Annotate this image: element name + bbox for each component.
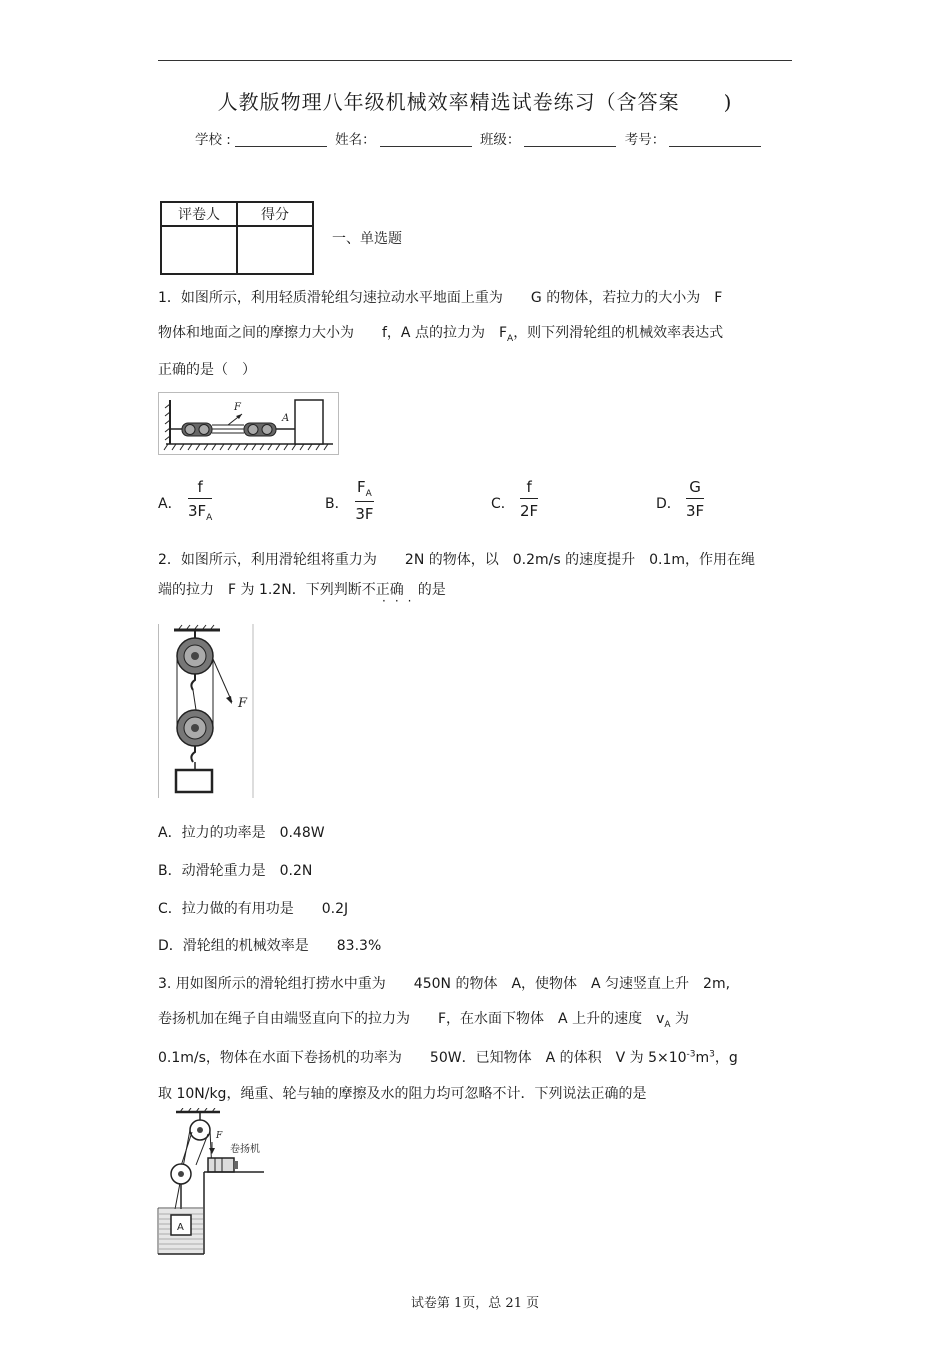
q2-option-c[interactable]: C．拉力做的有用功是 0.2J bbox=[158, 901, 349, 917]
q1-option-a-fraction[interactable]: $\frac{f}{3F_A}$ bbox=[188, 478, 213, 523]
q1-option-d-label[interactable]: D． bbox=[656, 496, 681, 512]
q1-line1: 1．如图所示，利用轻质滑轮组匀速拉动水平地面上重为 G 的物体，若拉力的大小为 F bbox=[158, 290, 723, 306]
q2-option-a[interactable]: A．拉力的功率是 0.48W bbox=[158, 825, 325, 841]
q2-emphasis-dots: ··· bbox=[382, 594, 421, 608]
grader-cell[interactable] bbox=[161, 226, 237, 274]
q3-winch-figure bbox=[156, 1108, 276, 1258]
q1-option-c-fraction[interactable]: $\frac{f}{2F}$ bbox=[520, 478, 539, 520]
score-table bbox=[160, 201, 314, 275]
q3-fig-winch-label: 卷扬机 bbox=[230, 1144, 260, 1155]
q2-pulley-figure bbox=[158, 624, 254, 798]
q3-line3: 0.1m/s，物体在水面下卷扬机的功率为 50W．已知物体 A 的体积 V 为 $5\times 10^{-3}m^3$，g bbox=[158, 1049, 738, 1066]
q1-line2: 物体和地面之间的摩擦力大小为 f，A 点的拉力为 $F_A$，则下列滑轮组的机械效率表达式 bbox=[158, 325, 724, 344]
page-footer: 试卷第 1页，总 21 页 bbox=[410, 1296, 540, 1311]
q1-fig-F-label: F bbox=[234, 402, 241, 413]
score-cell[interactable] bbox=[237, 226, 313, 274]
q2-option-b[interactable]: B．动滑轮重力是 0.2N bbox=[158, 863, 313, 879]
q1-line3: 正确的是（ ） bbox=[158, 362, 256, 378]
name-blank[interactable] bbox=[380, 132, 472, 147]
grader-header: 评卷人 bbox=[161, 202, 237, 226]
section-title: 一、单选题 bbox=[332, 231, 402, 247]
q3-fig-F-label: F bbox=[216, 1131, 223, 1141]
q2-line2: 端的拉力 F 为 1.2N．下列判断不正确 的是 bbox=[158, 582, 446, 598]
q1-option-c-label[interactable]: C． bbox=[491, 496, 515, 512]
header-rule bbox=[158, 60, 792, 61]
q1-option-a-label[interactable]: A． bbox=[158, 496, 182, 512]
page-title: 人教版物理八年级机械效率精选试卷练习（含答案 ) bbox=[217, 90, 733, 114]
q2-line1: 2．如图所示，利用滑轮组将重力为 2N 的物体，以 0.2m/s 的速度提升 0.1m，作用在绳 bbox=[158, 552, 756, 568]
q3-line1: 3. 用如图所示的滑轮组打捞水中重为 450N 的物体 A，使物体 A 匀速竖直上升 2m, bbox=[158, 976, 731, 992]
exam-no-label: 考号： bbox=[624, 132, 666, 148]
q1-option-b-fraction[interactable]: $\frac{F_A}{3F}$ bbox=[355, 478, 374, 523]
name-label: 姓名： bbox=[335, 132, 376, 148]
q3-line4: 取 10N/kg，绳重、轮与轴的摩擦及水的阻力均可忽略不计．下列说法正确的是 bbox=[158, 1086, 647, 1102]
q1-fig-A-label: A bbox=[282, 413, 290, 424]
q3-line2: 卷扬机加在绳子自由端竖直向下的拉力为 F，在水面下物体 A 上升的速度 $v_A$ 为 bbox=[158, 1011, 689, 1030]
q1-option-b-label[interactable]: B． bbox=[325, 496, 349, 512]
q2-option-d[interactable]: D．滑轮组的机械效率是 83.3% bbox=[158, 938, 382, 954]
class-label: 班级： bbox=[479, 132, 521, 148]
school-label: 学校 : bbox=[195, 132, 231, 148]
q2-fig-F-label: F bbox=[238, 696, 248, 711]
school-blank[interactable] bbox=[235, 132, 327, 147]
exam-no-blank[interactable] bbox=[669, 132, 761, 147]
q3-fig-A-label: A bbox=[177, 1222, 184, 1233]
score-header: 得分 bbox=[237, 202, 313, 226]
q1-option-d-fraction[interactable]: $\frac{G}{3F}$ bbox=[686, 478, 705, 520]
student-info-line bbox=[195, 128, 765, 148]
q1-pulley-figure bbox=[158, 392, 340, 456]
class-blank[interactable] bbox=[524, 132, 616, 147]
